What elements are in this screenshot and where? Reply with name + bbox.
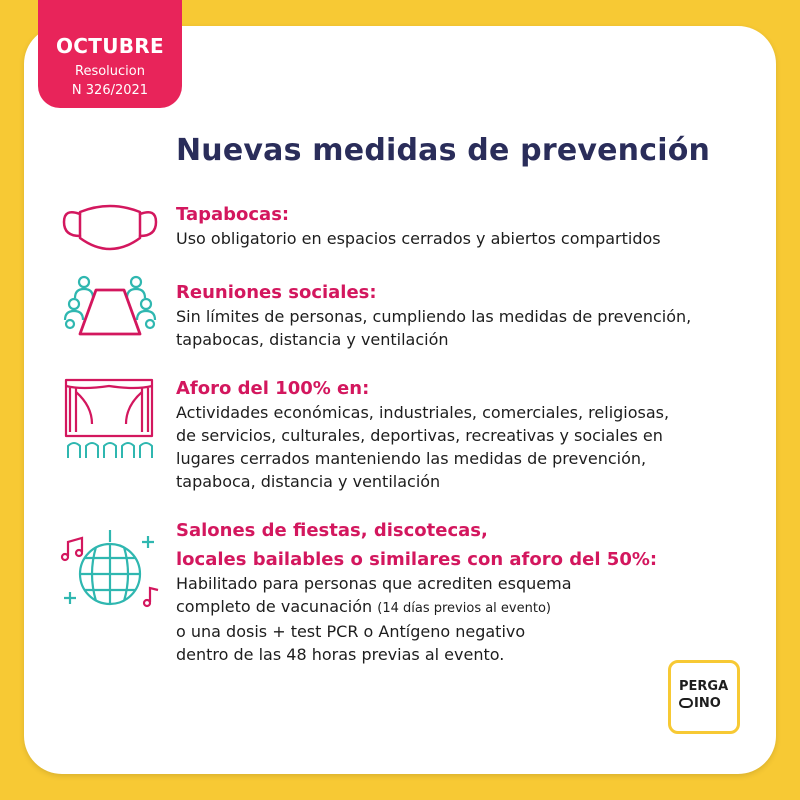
logo-line-2: [679, 696, 721, 711]
theater-stage-icon: [62, 376, 156, 460]
section-heading: [176, 518, 756, 572]
section-heading: Tapabocas:: [176, 204, 290, 225]
heading-line: locales bailables o similares con aforo del 50%:: [176, 549, 658, 570]
heading-line: Salones de fiestas, discotecas,: [176, 520, 488, 541]
text-line: Uso obligatorio en espacios cerrados y abiertos compartidos: [176, 229, 661, 248]
text-line: [176, 595, 756, 620]
section-text: [176, 305, 756, 351]
pergamino-logo: [668, 660, 740, 734]
text-line: dentro de las 48 horas previas al evento.: [176, 645, 505, 664]
badge-line-2: N 326/2021: [71, 83, 149, 98]
text-fragment: completo de vacunación: [176, 597, 378, 616]
date-badge: [38, 0, 182, 108]
logo-text: INO: [694, 696, 721, 711]
logo-line-1: PERGA: [679, 679, 729, 694]
badge-line-1: Resolucion: [75, 64, 145, 79]
page-title: Nuevas medidas de prevención: [176, 133, 711, 168]
text-line: o una dosis + test PCR o Antígeno negativo: [176, 622, 526, 641]
text-line: Actividades económicas, industriales, comerciales, religiosas,: [176, 403, 670, 422]
text-fragment-small: (14 días previos al evento): [377, 601, 551, 616]
badge-resolution: [38, 62, 182, 100]
text-line: de servicios, culturales, deportivas, recreativas y sociales en: [176, 426, 663, 445]
text-line: lugares cerrados manteniendo las medidas de prevención,: [176, 449, 647, 468]
section-text: [176, 227, 756, 250]
section-reuniones: [176, 280, 756, 351]
section-text: [176, 401, 756, 493]
section-heading: Reuniones sociales:: [176, 282, 377, 303]
section-tapabocas: [176, 202, 756, 250]
badge-month: OCTUBRE: [56, 34, 164, 58]
text-line: tapaboca, distancia y ventilación: [176, 472, 441, 491]
text-line: Habilitado para personas que acrediten esquema: [176, 574, 572, 593]
section-salones: [176, 518, 756, 666]
disco-ball-icon: [58, 528, 162, 616]
section-aforo: [176, 376, 756, 493]
text-line: Sin límites de personas, cumpliendo las medidas de prevención,: [176, 307, 692, 326]
section-heading: Aforo del 100% en:: [176, 378, 370, 399]
heart-icon: [679, 698, 693, 708]
section-text: [176, 572, 756, 666]
text-line: tapabocas, distancia y ventilación: [176, 330, 449, 349]
face-mask-icon: [60, 198, 160, 260]
people-meeting-icon: [60, 272, 160, 338]
